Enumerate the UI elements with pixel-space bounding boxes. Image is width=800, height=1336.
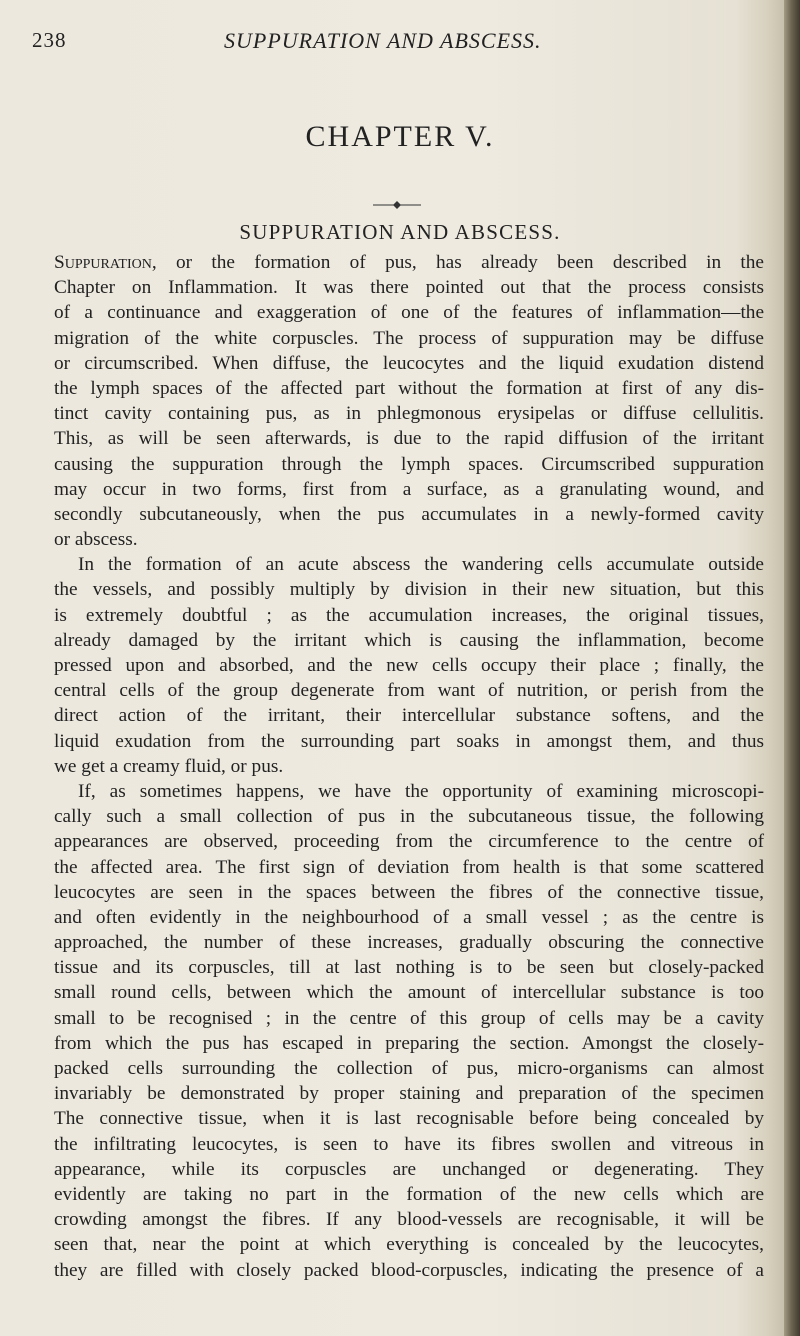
text-line: leucocytes are seen in the spaces between the fibres of the connective tissue, <box>54 881 764 903</box>
text-line: direct action of the irritant, their intercellular substance softens, and the <box>54 705 764 727</box>
text-line: secondly subcutaneously, when the pus accumulates in a newly-formed cavity <box>54 503 764 525</box>
text-line: of a continuance and exaggeration of one of the features of inflammation—the <box>54 302 764 324</box>
text-line: we get a creamy fluid, or pus. <box>54 755 284 777</box>
text-line: small round cells, between which the amount of intercellular substance is too <box>54 982 764 1004</box>
running-head <box>32 22 772 58</box>
text-line: migration of the white corpuscles. The process of suppuration may be diffuse <box>54 327 764 349</box>
text-line: appearance, while its corpuscles are unchanged or degenerating. They <box>54 1158 764 1180</box>
text-line: causing the suppuration through the lymph spaces. Circumscribed suppuration <box>54 453 764 475</box>
text-line: cally such a small collection of pus in the subcutaneous tissue, the following <box>54 806 764 828</box>
text-line: the vessels, and possibly multiply by division in their new situation, but this <box>54 579 764 601</box>
section-title: SUPPURATION AND ABSCESS. <box>239 220 561 244</box>
text-line: appearances are observed, proceeding from the circumference to the centre of <box>54 831 764 853</box>
text-line: crowding amongst the fibres. If any blood-vessels are recognisable, it will be <box>54 1209 764 1231</box>
page-number: 238 <box>32 28 67 52</box>
text-line: tinct cavity containing pus, as in phlegmonous erysipelas or diffuse cellulitis. <box>54 403 764 425</box>
text-line: evidently are taking no part in the formation of the new cells which are <box>54 1183 764 1205</box>
text-line-content: or the formation of pus, has already been described in the <box>156 252 764 273</box>
text-line: The connective tissue, when it is last recognisable before being concealed by <box>54 1108 764 1130</box>
text-line: may occur in two forms, first from a surface, as a granulating wound, and <box>54 478 764 500</box>
text-line: or abscess. <box>54 529 138 551</box>
text-line: This, as will be seen afterwards, is due to the rapid diffusion of the irritant <box>54 428 764 450</box>
text-line: already damaged by the irritant which is causing the inflammation, become <box>54 629 764 651</box>
text-line: approached, the number of these increases, gradually obscuring the connective <box>54 932 764 954</box>
text-line: and often evidently in the neighbourhood of a small vessel ; as the centre is <box>54 906 764 928</box>
book-spine-shadow <box>784 0 800 1336</box>
body-text <box>54 250 764 1283</box>
text-line: pressed upon and absorbed, and the new cells occupy their place ; finally, the <box>54 655 764 676</box>
text-line <box>54 250 764 275</box>
text-line: is extremely doubtful ; as the accumulation increases, the original tissues, <box>54 604 764 626</box>
text-line: tissue and its corpuscles, till at last nothing is to be seen but closely-packed <box>54 957 764 979</box>
text-line: the infiltrating leucocytes, is seen to have its fibres swollen and vitreous in <box>54 1133 764 1155</box>
text-line: from which the pus has escaped in preparing the section. Amongst the closely- <box>54 1032 764 1054</box>
text-line: or circumscribed. When diffuse, the leucocytes and the liquid exudation distend <box>54 352 764 374</box>
ornament-divider-icon <box>373 199 421 211</box>
text-line: the lymph spaces of the affected part without the formation at first of any dis- <box>54 377 764 399</box>
text-line: liquid exudation from the surrounding part soaks in amongst them, and thus <box>54 730 764 752</box>
text-line: they are filled with closely packed blood-corpuscles, indicating the presence of a <box>54 1259 764 1281</box>
text-line: invariably be demonstrated by proper staining and preparation of the specimen <box>54 1083 764 1105</box>
text-line: If, as sometimes happens, we have the opportunity of examining microscopi- <box>78 780 764 802</box>
text-line: seen that, near the point at which everything is concealed by the leucocytes, <box>54 1234 764 1256</box>
opening-word: Suppuration, <box>54 252 157 273</box>
text-line: the affected area. The first sign of deviation from health is that some scattered <box>54 856 764 878</box>
text-line: Chapter on Inflammation. It was there pointed out that the process consists <box>54 277 764 299</box>
chapter-title: CHAPTER V. <box>305 120 495 153</box>
text-line: central cells of the group degenerate from want of nutrition, or perish from the <box>54 680 764 702</box>
running-title: SUPPURATION AND ABSCESS. <box>224 28 542 53</box>
text-line: packed cells surrounding the collection of pus, micro-organisms can almost <box>54 1058 764 1079</box>
text-line: In the formation of an acute abscess the wandering cells accumulate outside <box>78 554 764 576</box>
text-line: small to be recognised ; in the centre of this group of cells may be a cavity <box>54 1007 764 1029</box>
